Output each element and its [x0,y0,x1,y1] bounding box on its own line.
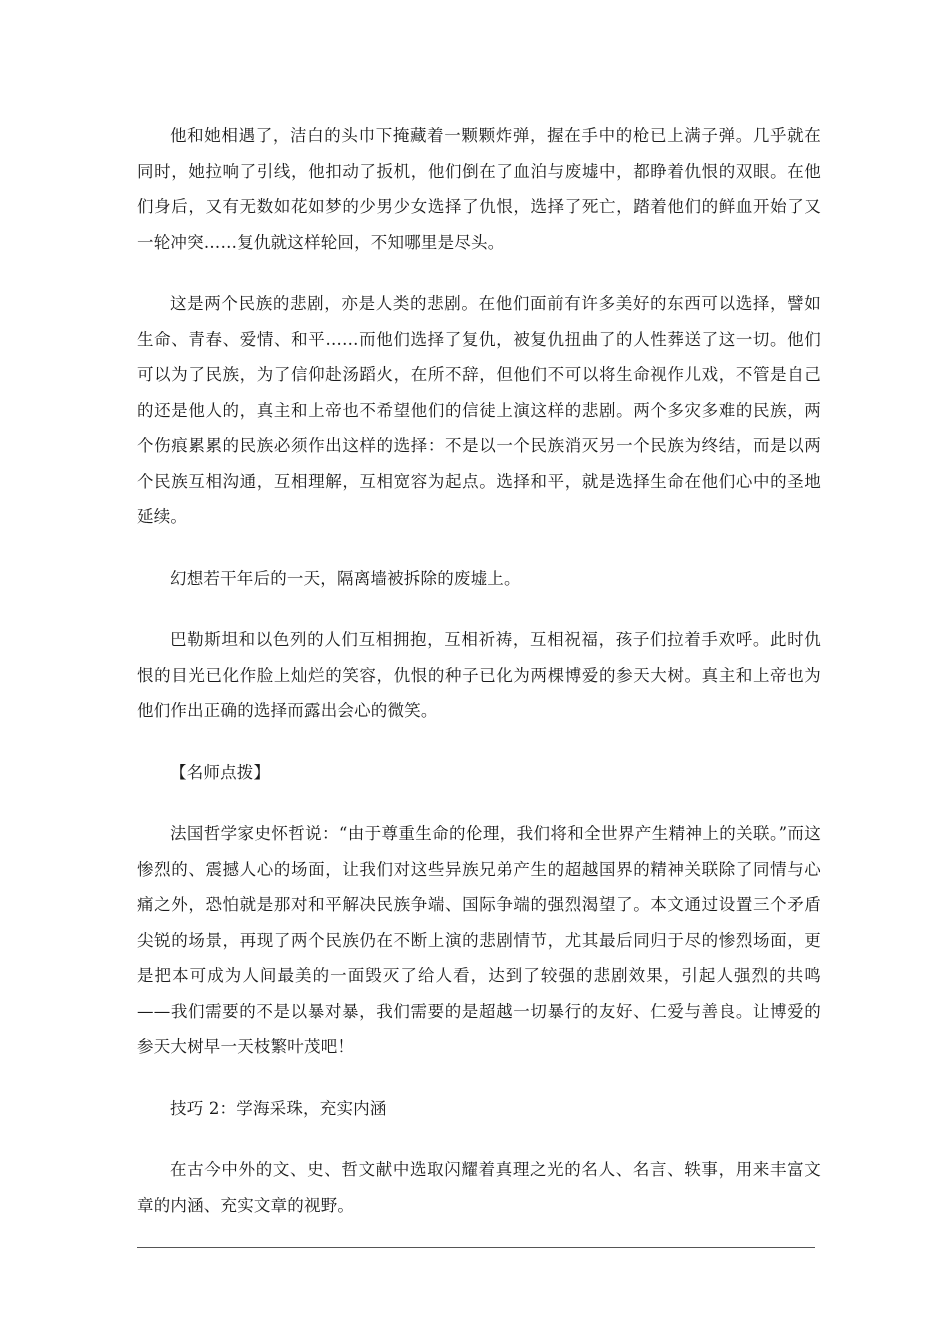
paragraph-imagine: 幻想若干年后的一天，隔离墙被拆除的废墟上。 [170,568,521,588]
document-body [137,118,821,1249]
paragraph-teacher-comment: 法国哲学家史怀哲说：“由于尊重生命的伦理，我们将和全世界产生精神上的关联。”而这惨烈的、震撼人心的场面，让我们对这些异族兄弟产生的超越国界的精神关联除了同情与心痛之外，恐怕就是那对和平解决民族争端、国际争端的强烈渴望了。本文通过设置三个矛盾尖锐的场景，再现了两个民族仍在不断上演的悲剧情节，尤其最后同归于尽的惨烈场面，更是把本可成为人间最美的一面毁灭了给人看，达到了较强的悲剧效果，引起人强烈的共鸣——我们需要的不是以暴对暴，我们需要的是超越一切暴行的友好、仁爱与善良。让博爱的参天大树早一天枝繁叶茂吧！ [137,824,821,1056]
section-heading-teacher-comment: 【名师点拨】 [170,762,271,782]
paragraph-reconciliation: 巴勒斯坦和以色列的人们互相拥抱，互相祈祷，互相祝福，孩子们拉着手欢呼。此时仇恨的目光已化作脸上灿烂的笑容，仇恨的种子已化为两棵博爱的参天大树。真主和上帝也为他们作出正确的选择而露出会心的微笑。 [137,630,821,720]
paragraph-technique-2: 在古今中外的文、史、哲文献中选取闪耀着真理之光的名人、名言、轶事，用来丰富文章的内涵、充实文章的视野。 [137,1160,821,1215]
paragraph-tragedy: 这是两个民族的悲剧，亦是人类的悲剧。在他们面前有许多美好的东西可以选择，譬如生命、青春、爱情、和平……而他们选择了复仇，被复仇扭曲了的人性葬送了这一切。他们可以为了民族，为了信仰赴汤蹈火，在所不辞，但他们不可以将生命视作儿戏，不管是自己的还是他人的，真主和上帝也不希望他们的信徒上演这样的悲剧。两个多灾多难的民族，两个伤痕累累的民族必须作出这样的选择：不是以一个民族消灭另一个民族为终结，而是以两个民族互相沟通，互相理解，互相宽容为起点。选择和平，就是选择生命在他们心中的圣地延续。 [137,294,821,526]
section-heading-technique-2: 技巧 2：学海采珠，充实内涵 [170,1098,387,1118]
paragraph-ending-scene: 他和她相遇了，洁白的头巾下掩藏着一颗颗炸弹，握在手中的枪已上满子弹。几乎就在同时，她拉响了引线，他扣动了扳机，他们倒在了血泊与废墟中，都睁着仇恨的双眼。在他们身后，又有无数如花如梦的少男少女选择了仇恨，选择了死亡，踏着他们的鲜血开始了又一轮冲突……复仇就这样轮回，不知哪里是尽头。 [137,126,821,252]
footer-divider [137,1247,815,1248]
